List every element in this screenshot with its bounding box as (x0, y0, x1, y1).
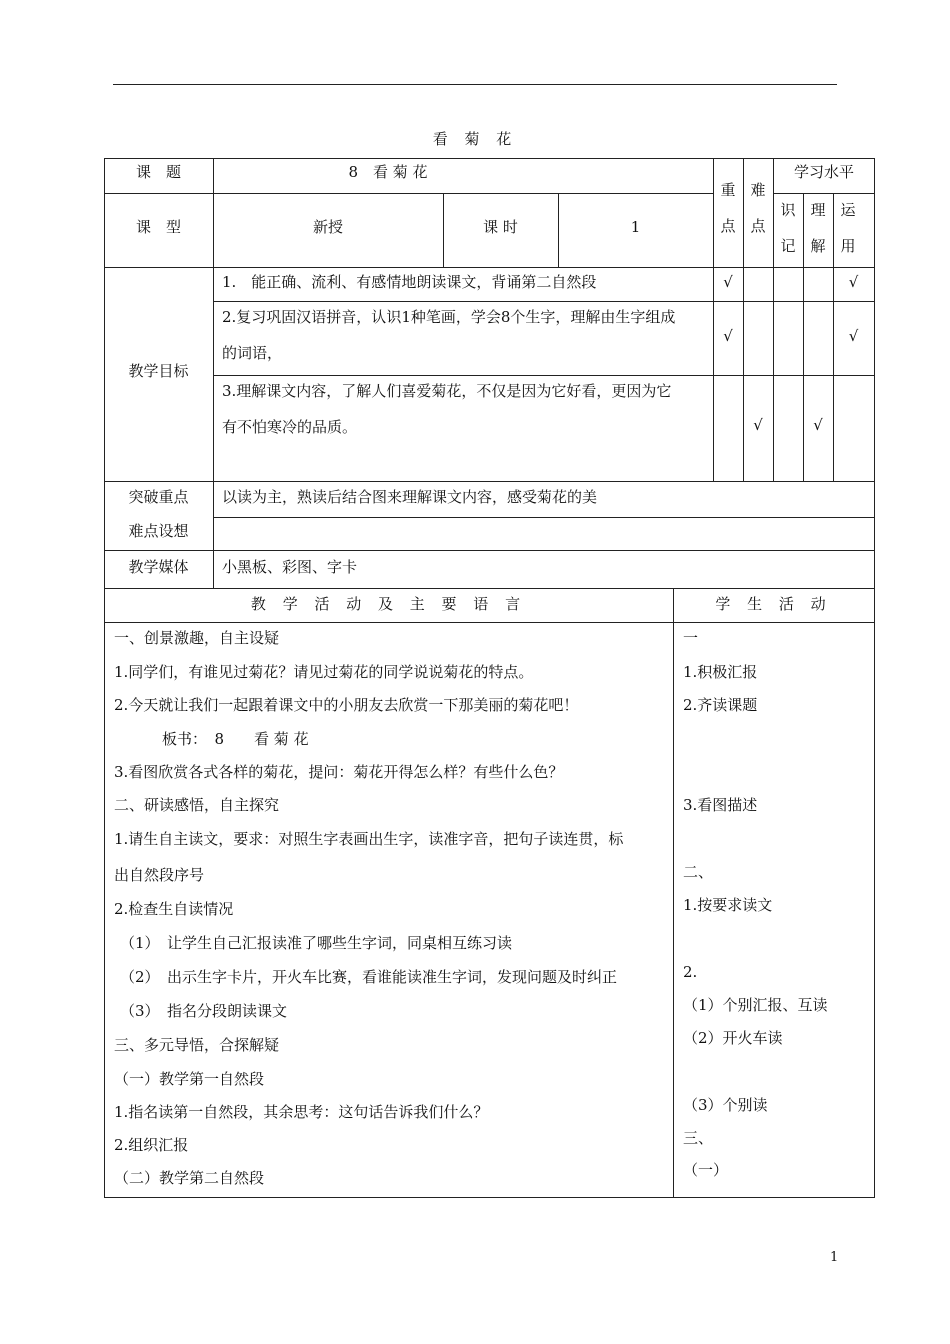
check-mark: √ (723, 273, 733, 291)
student-line: 二、 (683, 863, 714, 881)
teacher-line: 1.请生自主读文，要求：对照生字表画出生字，读准字音，把句子读连贯，标 (114, 830, 624, 848)
student-line: 3.看图描述 (683, 796, 758, 814)
hours-value: 1 (630, 218, 641, 236)
difficult-point-header: 难点 (750, 181, 766, 235)
student-line: 1.积极汇报 (683, 663, 758, 681)
page-title: 看 菊 花 (432, 130, 518, 148)
breakthrough-label-1: 突破重点 (128, 488, 189, 506)
level-understand-header: 理解 (810, 201, 826, 255)
teacher-line: 出自然段序号 (114, 866, 205, 884)
check-mark: √ (813, 416, 823, 434)
teacher-line: 2.组织汇报 (114, 1136, 189, 1154)
type-label: 课 型 (135, 218, 181, 236)
objective-2-text: 2.复习巩固汉语拼音，认识1种笔画，学会8个生字，理解由生字组成 (222, 308, 676, 326)
student-activity-header: 学 生 活 动 (715, 595, 832, 613)
check-mark: √ (848, 327, 859, 345)
teacher-line: （2） 出示生字卡片，开火车比赛，看谁能读准生字词，发现问题及时纠正 (120, 968, 618, 986)
teacher-line: 一、创景激趣，自主设疑 (114, 629, 280, 647)
lesson-value: 8 看 菊 花 (348, 163, 428, 181)
teacher-line: 1.指名读第一自然段，其余思考：这句话告诉我们什么？ (114, 1103, 489, 1121)
student-line: 1.按要求读文 (683, 896, 773, 914)
teacher-activity-header: 教 学 活 动 及 主 要 语 言 (250, 595, 527, 613)
key-point-header: 重点 (720, 181, 736, 235)
learning-level-header: 学习水平 (793, 163, 854, 181)
type-value: 新授 (312, 218, 343, 236)
student-line: （3）个别读 (683, 1096, 768, 1114)
check-mark: √ (753, 416, 763, 434)
student-line: （一） (683, 1161, 729, 1179)
breakthrough-text: 以读为主，熟读后结合图来理解课文内容，感受菊花的美 (222, 488, 598, 506)
media-text: 小黑板、彩图、字卡 (222, 558, 358, 576)
student-line: 一 (683, 629, 699, 647)
student-line: （1）个别汇报、互读 (683, 996, 828, 1014)
objectives-label: 教学目标 (128, 362, 189, 380)
teacher-line: （3） 指名分段朗读课文 (120, 1002, 288, 1020)
header-rule (113, 84, 837, 85)
level-memorize-header: 识记 (780, 201, 796, 255)
teacher-line: 三、多元导悟，合探解疑 (114, 1036, 280, 1054)
page-number: 1 (830, 1250, 839, 1265)
teacher-line: 板书： 8 看 菊 花 (162, 730, 309, 748)
teacher-line: 二、研读感悟，自主探究 (114, 796, 280, 814)
teacher-line: （二）教学第二自然段 (114, 1169, 265, 1187)
student-line: 2.齐读课题 (683, 696, 758, 714)
lesson-label: 课 题 (135, 163, 181, 181)
student-line: （2）开火车读 (683, 1029, 783, 1047)
breakthrough-label-2: 难点设想 (128, 522, 189, 540)
check-mark: √ (848, 273, 859, 291)
hours-label: 课 时 (483, 218, 518, 236)
student-line: 2. (683, 963, 698, 981)
student-line: 三、 (683, 1129, 714, 1147)
check-mark: √ (723, 327, 733, 345)
objective-3-text-cont: 有不怕寒冷的品质。 (222, 418, 358, 436)
teacher-line: （1） 让学生自己汇报读准了哪些生字词，同桌相互练习读 (120, 934, 513, 952)
teacher-line: 3.看图欣赏各式各样的菊花，提问：菊花开得怎么样？有些什么色？ (114, 763, 564, 781)
level-apply-header: 运用 (840, 201, 856, 255)
teacher-line: （一）教学第一自然段 (114, 1070, 265, 1088)
teacher-line: 1.同学们，有谁见过菊花？请见过菊花的同学说说菊花的特点。 (114, 663, 534, 681)
objective-1-text: 1. 能正确、流利、有感情地朗读课文，背诵第二自然段 (222, 273, 597, 291)
objective-2-text-cont: 的词语， (222, 344, 283, 362)
teacher-line: 2.检查生自读情况 (114, 900, 234, 918)
objective-3-text: 3.理解课文内容，了解人们喜爱菊花，不仅是因为它好看，更因为它 (222, 382, 672, 400)
media-label: 教学媒体 (128, 558, 189, 576)
teacher-line: 2.今天就让我们一起跟着课文中的小朋友去欣赏一下那美丽的菊花吧！ (114, 696, 579, 714)
